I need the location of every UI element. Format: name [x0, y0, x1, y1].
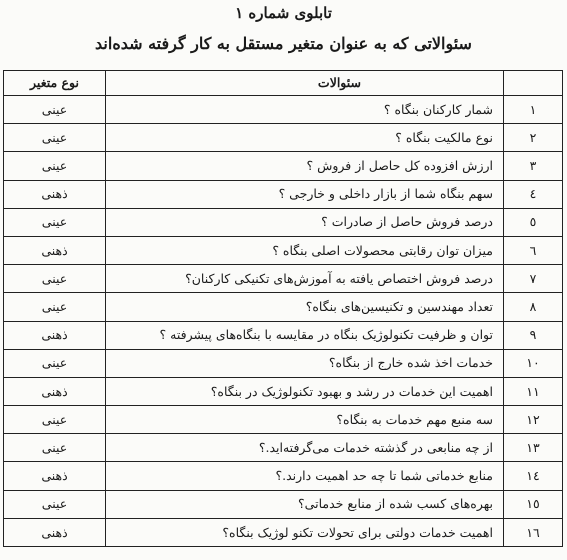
row-variable-type: ذهنی: [4, 518, 106, 546]
table-row: [4, 96, 563, 124]
row-variable-type: ذهنی: [4, 321, 106, 349]
row-question: بهره‌های کسب شده از منابع خدماتی؟: [106, 490, 504, 518]
table-row: [4, 293, 563, 321]
table-row: [4, 152, 563, 180]
row-number: ۱۱: [504, 377, 563, 405]
row-number: ۱۰: [504, 349, 563, 377]
table-row: [4, 265, 563, 293]
row-question: منابع خدماتی شما تا چه حد اهمیت دارند.؟: [106, 462, 504, 490]
table-row: [4, 321, 563, 349]
table-row: [4, 208, 563, 236]
table-row: [4, 349, 563, 377]
row-variable-type: عینی: [4, 96, 106, 124]
row-variable-type: عینی: [4, 490, 106, 518]
table-row: [4, 434, 563, 462]
row-variable-type: عینی: [4, 208, 106, 236]
row-variable-type: عینی: [4, 152, 106, 180]
row-variable-type: عینی: [4, 293, 106, 321]
header-number: [504, 71, 563, 96]
row-variable-type: عینی: [4, 434, 106, 462]
row-number: ۹: [504, 321, 563, 349]
row-question: سهم بنگاه شما از بازار داخلی و خارجی ؟: [106, 180, 504, 208]
row-question: از چه منابعی در گذشته خدمات می‌گرفته‌اید.؟: [106, 434, 504, 462]
table-row: [4, 406, 563, 434]
table-header-row: [4, 71, 563, 96]
row-question: اهمیت این خدمات در رشد و بهبود تکنولوژیک در بنگاه؟: [106, 377, 504, 405]
row-variable-type: ذهنی: [4, 462, 106, 490]
row-question: خدمات اخذ شده خارج از بنگاه؟: [106, 349, 504, 377]
table-row: [4, 236, 563, 264]
row-number: ١٥: [504, 490, 563, 518]
row-number: ۱۲: [504, 406, 563, 434]
header-questions: سئوالات: [106, 71, 504, 96]
row-question: میزان توان رقابتی محصولات اصلی بنگاه ؟: [106, 236, 504, 264]
row-variable-type: عینی: [4, 349, 106, 377]
row-variable-type: ذهنی: [4, 236, 106, 264]
row-number: ۳: [504, 152, 563, 180]
row-number: ۱: [504, 96, 563, 124]
row-question: درصد فروش اختصاص یافته به آموزش‌های تکنیکی کارکنان؟: [106, 265, 504, 293]
row-variable-type: ذهنی: [4, 377, 106, 405]
questions-table: [3, 70, 563, 547]
table-row: [4, 490, 563, 518]
row-variable-type: عینی: [4, 406, 106, 434]
table-title: تابلوی شماره ۱: [235, 4, 332, 22]
row-number: ۸: [504, 293, 563, 321]
row-question: ارزش افزوده کل حاصل از فروش ؟: [106, 152, 504, 180]
row-number: ۷: [504, 265, 563, 293]
row-variable-type: عینی: [4, 265, 106, 293]
row-question: سه منبع مهم خدمات به بنگاه؟: [106, 406, 504, 434]
row-number: ۱۳: [504, 434, 563, 462]
table-row: [4, 377, 563, 405]
header-variable-type: نوع متغیر: [4, 71, 106, 96]
row-question: درصد فروش حاصل از صادرات ؟: [106, 208, 504, 236]
table-row: [4, 462, 563, 490]
row-number: ١٤: [504, 462, 563, 490]
row-question: شمار کارکنان بنگاه ؟: [106, 96, 504, 124]
row-number: ۲: [504, 124, 563, 152]
row-number: ٤: [504, 180, 563, 208]
table-row: [4, 180, 563, 208]
row-number: ١٦: [504, 518, 563, 546]
row-variable-type: عینی: [4, 124, 106, 152]
row-question: تعداد مهندسین و تکنیسین‌های بنگاه؟: [106, 293, 504, 321]
row-question: اهمیت خدمات دولتی برای تحولات تکنو لوژیک بنگاه؟: [106, 518, 504, 546]
row-variable-type: ذهنی: [4, 180, 106, 208]
table-row: [4, 518, 563, 546]
row-question: توان و ظرفیت تکنولوژیک بنگاه در مقایسه با بنگاه‌های پیشرفته ؟: [106, 321, 504, 349]
row-question: نوع مالکیت بنگاه ؟: [106, 124, 504, 152]
table-row: [4, 124, 563, 152]
row-number: ٦: [504, 236, 563, 264]
row-number: ٥: [504, 208, 563, 236]
table-subtitle: سئوالاتی که به عنوان متغیر مستقل به کار گرفته شده‌اند: [95, 34, 472, 53]
table-body: [4, 96, 563, 547]
